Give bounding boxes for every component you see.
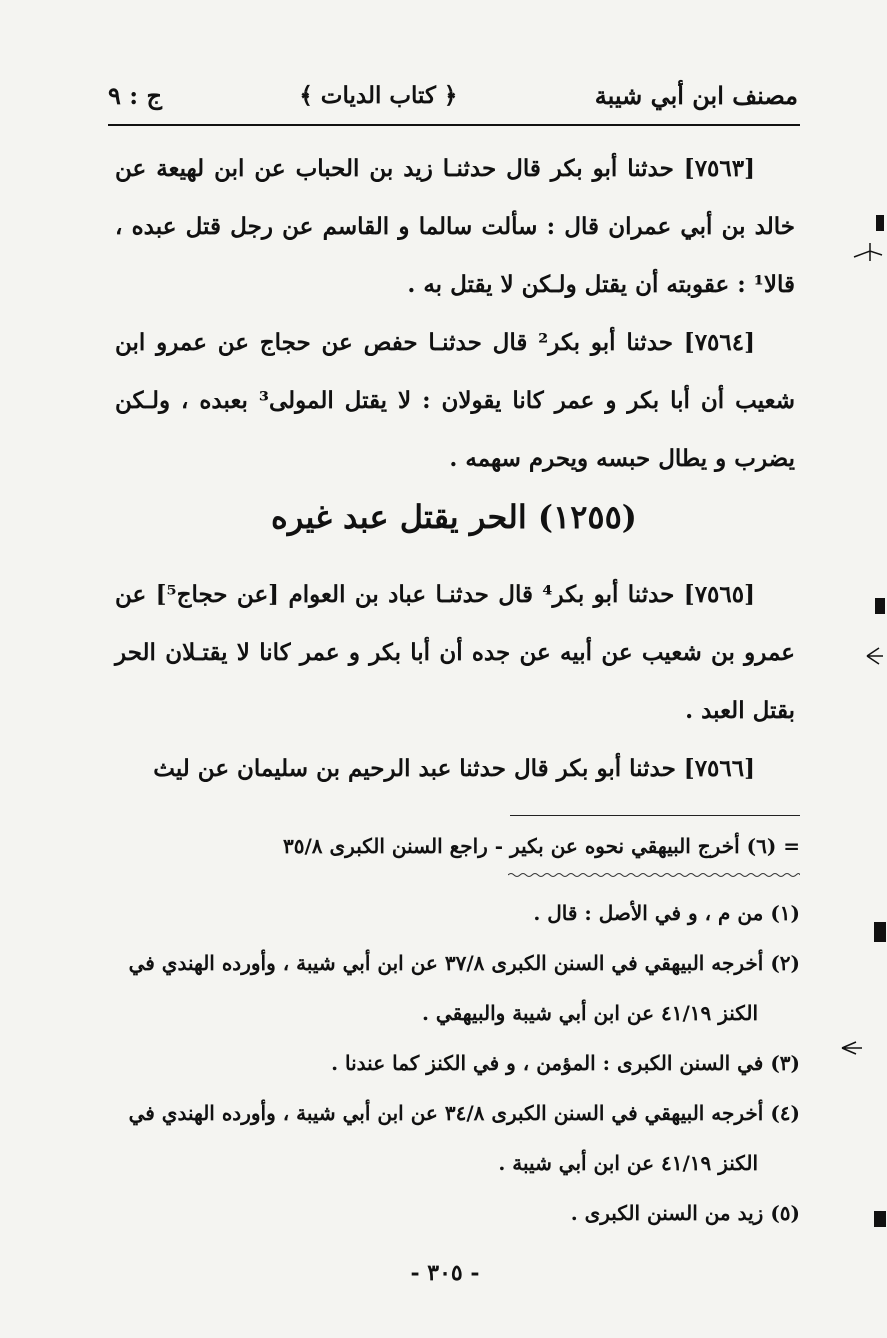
footnote-number: (٣) xyxy=(770,1051,800,1075)
footnote-separator xyxy=(510,815,800,816)
footnote-continuation: = (٦) أخرج البيهقي نحوه عن بكير - راجع السنن الكبرى ٣٥/٨ xyxy=(283,834,800,858)
footnote-text: أخرجه البيهقي في السنن الكبرى ٣٧/٨ عن ابن أبي شيبة ، وأورده الهندي في xyxy=(128,951,764,975)
footnote-text: في السنن الكبرى : المؤمن ، و في الكنز كما عندنا . xyxy=(331,1051,764,1075)
page-header xyxy=(108,70,798,120)
footnote-number: (٥) xyxy=(770,1201,800,1225)
footnote-number: (٢) xyxy=(770,951,800,975)
hadith-block-b xyxy=(115,566,795,798)
hadith-7563: [٧٥٦٣] حدثنا أبو بكر قال حدثنـا زيد بن الحباب عن ابن لهيعة عن خالد بن أبي عمران قال : سألت سالما و القاسم عن رجل قتل عبده ، قالا¹ : عقوبته أن يقتل ولـكن لا يقتل به . xyxy=(115,155,795,298)
footnote-text: زيد من السنن الكبرى . xyxy=(570,1201,764,1225)
margin-mark-icon xyxy=(848,205,884,265)
header-rule xyxy=(108,124,800,126)
volume-number: ج : ٩ xyxy=(108,80,162,110)
footnote-4 xyxy=(125,1088,800,1188)
footnote-text-cont: الكنز ٤١/١٩ عن ابن أبي شيبة . xyxy=(498,1151,758,1175)
footnote-text: أخرجه البيهقي في السنن الكبرى ٣٤/٨ عن ابن أبي شيبة ، وأورده الهندي في xyxy=(128,1101,764,1125)
hadith-7565: [٧٥٦٥] حدثنا أبو بكر⁴ قال حدثنـا عباد بن العوام [عن حجاج⁵] عن عمرو بن شعيب عن أبيه عن جده أن أبا بكر و عمر كانا لا يقتـلان الحر بقتل العبد . xyxy=(115,581,795,724)
footnote-number: (١) xyxy=(770,901,800,925)
page-number: - ٣٠٥ - xyxy=(410,1260,480,1286)
footnote-number: (٤) xyxy=(770,1101,800,1125)
footnote-text-cont: الكنز ٤١/١٩ عن ابن أبي شيبة والبيهقي . xyxy=(422,1001,758,1025)
book-title: مصنف ابن أبي شيبة xyxy=(594,80,798,110)
footnote-5 xyxy=(125,1188,800,1238)
footnote-text: من م ، و في الأصل : قال . xyxy=(533,901,764,925)
hadith-7566: [٧٥٦٦] حدثنا أبو بكر قال حدثنا عبد الرحيم بن سليمان عن ليث xyxy=(153,755,755,782)
footnotes xyxy=(125,888,800,1238)
margin-mark-icon xyxy=(855,590,885,670)
footnote-wavy-rule xyxy=(508,872,800,878)
margin-mark-icon xyxy=(866,1205,886,1235)
footnote-2 xyxy=(125,938,800,1038)
chapter-title: ﴿ كتاب الديات ﴾ xyxy=(299,81,458,109)
footnote-1 xyxy=(125,888,800,938)
section-heading: (١٢٥٥) الحر يقتل عبد غيره xyxy=(271,498,637,536)
footnote-3 xyxy=(125,1038,800,1088)
hadith-7564: [٧٥٦٤] حدثنا أبو بكر² قال حدثنـا حفص عن حجاج عن عمرو ابن شعيب أن أبا بكر و عمر كانا يقولان : لا يقتل المولى³ بعبده ، ولـكن يضرب و يطال حبسه ويحرم سهمه . xyxy=(115,329,795,472)
margin-mark-icon xyxy=(838,910,886,1060)
hadith-block-a xyxy=(115,140,795,488)
